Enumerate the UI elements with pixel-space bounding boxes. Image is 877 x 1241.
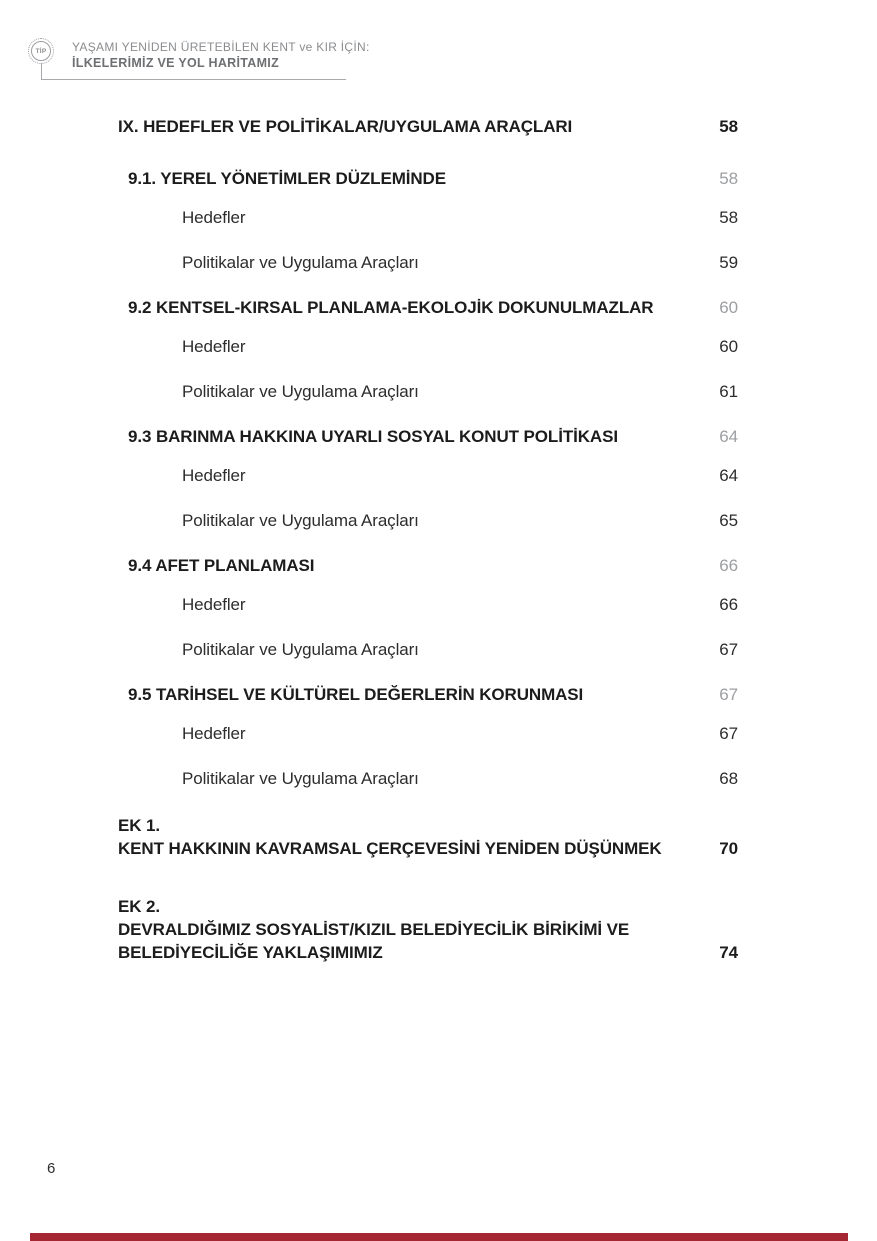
tip-logo-text: TİP: [31, 41, 51, 61]
tip-party-logo-icon: [28, 38, 54, 64]
folio-page-number: 6: [47, 1160, 56, 1177]
toc-entry: [118, 337, 738, 357]
toc-entry: [118, 769, 738, 789]
toc-entry-title: Hedefler: [182, 724, 246, 743]
toc-entry-page-number: 67: [719, 640, 738, 659]
toc-entry-page-number: 68: [719, 769, 738, 788]
toc-entry-title: Hedefler: [182, 337, 246, 356]
toc-entry: [118, 208, 738, 228]
toc-entry-page-number: 70: [719, 839, 738, 858]
toc-entry: [118, 382, 738, 402]
table-of-contents: [118, 117, 738, 999]
toc-entry-page-number: 65: [719, 511, 738, 530]
toc-entry-title: EK 1. KENT HAKKININ KAVRAMSAL ÇERÇEVESİNİ YENİDEN DÜŞÜNMEK: [118, 816, 662, 858]
toc-entry-title: IX. HEDEFLER VE POLİTİKALAR/UYGULAMA ARAÇLARI: [118, 117, 573, 136]
toc-entry: [118, 427, 738, 447]
footer-red-bar: [30, 1233, 848, 1241]
toc-entry-page-number: 58: [719, 117, 738, 136]
toc-entry: [118, 117, 738, 137]
toc-entry-page-number: 58: [719, 169, 738, 188]
toc-entry-title: 9.5 TARİHSEL VE KÜLTÜREL DEĞERLERİN KORUNMASI: [128, 685, 584, 704]
toc-entry-title: Hedefler: [182, 595, 246, 614]
toc-entry: [118, 724, 738, 744]
toc-entry-title: EK 2. DEVRALDIĞIMIZ SOSYALİST/KIZIL BELEDİYECİLİK BİRİKİMİ VE BELEDİYECİLİĞE YAKLAŞIMIMIZ: [118, 897, 630, 962]
toc-entry: [118, 640, 738, 660]
toc-entry-title: 9.4 AFET PLANLAMASI: [128, 556, 315, 575]
toc-entry-title: 9.2 KENTSEL-KIRSAL PLANLAMA-EKOLOJİK DOKUNULMAZLAR: [128, 298, 654, 317]
toc-entry-page-number: 67: [719, 724, 738, 743]
toc-entry: [118, 685, 738, 705]
toc-entry-title: Politikalar ve Uygulama Araçları: [182, 769, 419, 788]
toc-entry-page-number: 67: [719, 685, 738, 704]
toc-entry-page-number: 74: [719, 943, 738, 962]
toc-entry-page-number: 61: [719, 382, 738, 401]
header-text: [72, 40, 372, 71]
toc-entry-page-number: 59: [719, 253, 738, 272]
toc-entry: [118, 298, 738, 318]
toc-entry-page-number: 58: [719, 208, 738, 227]
document-title-line1: YAŞAMI YENİDEN ÜRETEBİLEN KENT ve KIR İÇİN:: [72, 40, 370, 54]
toc-entry-title: Hedefler: [182, 208, 246, 227]
toc-entry: [118, 511, 738, 531]
toc-entry: [118, 814, 738, 860]
toc-entry-page-number: 64: [719, 427, 738, 446]
toc-entry: [118, 169, 738, 189]
toc-entry-title: Politikalar ve Uygulama Araçları: [182, 511, 419, 530]
toc-entry-page-number: 60: [719, 337, 738, 356]
toc-entry: [118, 895, 738, 964]
toc-entry-page-number: 64: [719, 466, 738, 485]
toc-entry: [118, 466, 738, 486]
toc-entry-title: Hedefler: [182, 466, 246, 485]
toc-entry-page-number: 66: [719, 595, 738, 614]
toc-entry: [118, 556, 738, 576]
document-title-line2: İLKELERİMİZ VE YOL HARİTAMIZ: [72, 56, 280, 70]
toc-entry-title: Politikalar ve Uygulama Araçları: [182, 253, 419, 272]
toc-entry-page-number: 60: [719, 298, 738, 317]
toc-entry-title: 9.1. YEREL YÖNETİMLER DÜZLEMİNDE: [128, 169, 446, 188]
toc-entry-title: 9.3 BARINMA HAKKINA UYARLI SOSYAL KONUT POLİTİKASI: [128, 427, 618, 446]
toc-entry: [118, 253, 738, 273]
toc-entry-page-number: 66: [719, 556, 738, 575]
toc-entry-title: Politikalar ve Uygulama Araçları: [182, 382, 419, 401]
toc-entry-title: Politikalar ve Uygulama Araçları: [182, 640, 419, 659]
toc-entry: [118, 595, 738, 615]
